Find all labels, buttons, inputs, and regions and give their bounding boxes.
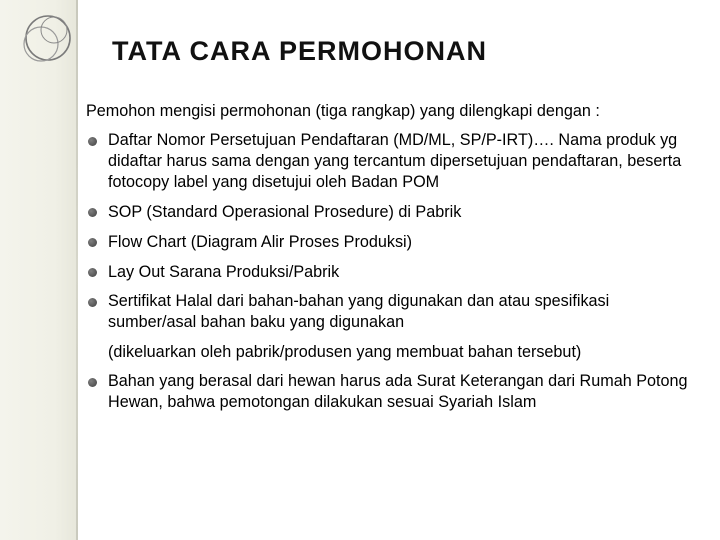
list-item-text: SOP (Standard Operasional Prosedure) di Pabrik (108, 203, 462, 221)
bullet-icon (88, 378, 97, 387)
list-item (86, 367, 696, 417)
requirement-list (86, 126, 696, 417)
list-item-text: Flow Chart (Diagram Alir Proses Produksi) (108, 233, 413, 251)
list-item (86, 197, 696, 227)
bullet-icon (88, 238, 97, 247)
slide-title: TATA CARA PERMOHONAN (112, 36, 487, 66)
list-item-text: Bahan yang berasal dari hewan harus ada Surat Keterangan dari Rumah Potong Hewan, bahwa pemotongan dilakukan sesuai Syariah Islam (108, 372, 688, 411)
list-item (86, 257, 696, 287)
list-item (86, 126, 696, 197)
list-item-text: Lay Out Sarana Produksi/Pabrik (108, 263, 340, 281)
intro-text: Pemohon mengisi permohonan (tiga rangkap) yang dilengkapi dengan : (86, 102, 600, 120)
list-item-continuation (86, 337, 696, 367)
bullet-icon (88, 208, 97, 217)
bullet-icon (88, 137, 97, 146)
decorative-rings-icon (14, 8, 76, 70)
list-item (86, 227, 696, 257)
list-item (86, 287, 696, 337)
left-bar-edge (76, 0, 78, 540)
slide-content (86, 96, 696, 417)
left-decorative-bar (0, 0, 78, 540)
bullet-icon (88, 298, 97, 307)
list-item-text: Daftar Nomor Persetujuan Pendaftaran (MD/ML, SP/P-IRT)…. Nama produk yg didaftar harus sama dengan yang tercantum dipersetujuan pendaftaran, beserta fotocopy label yang disetujui oleh Badan POM (108, 131, 682, 191)
list-item-text: Sertifikat Halal dari bahan-bahan yang digunakan dan atau spesifikasi sumber/asal bahan baku yang digunakan (108, 292, 610, 331)
continuation-text: (dikeluarkan oleh pabrik/produsen yang membuat bahan tersebut) (108, 343, 582, 361)
bullet-icon (88, 268, 97, 277)
